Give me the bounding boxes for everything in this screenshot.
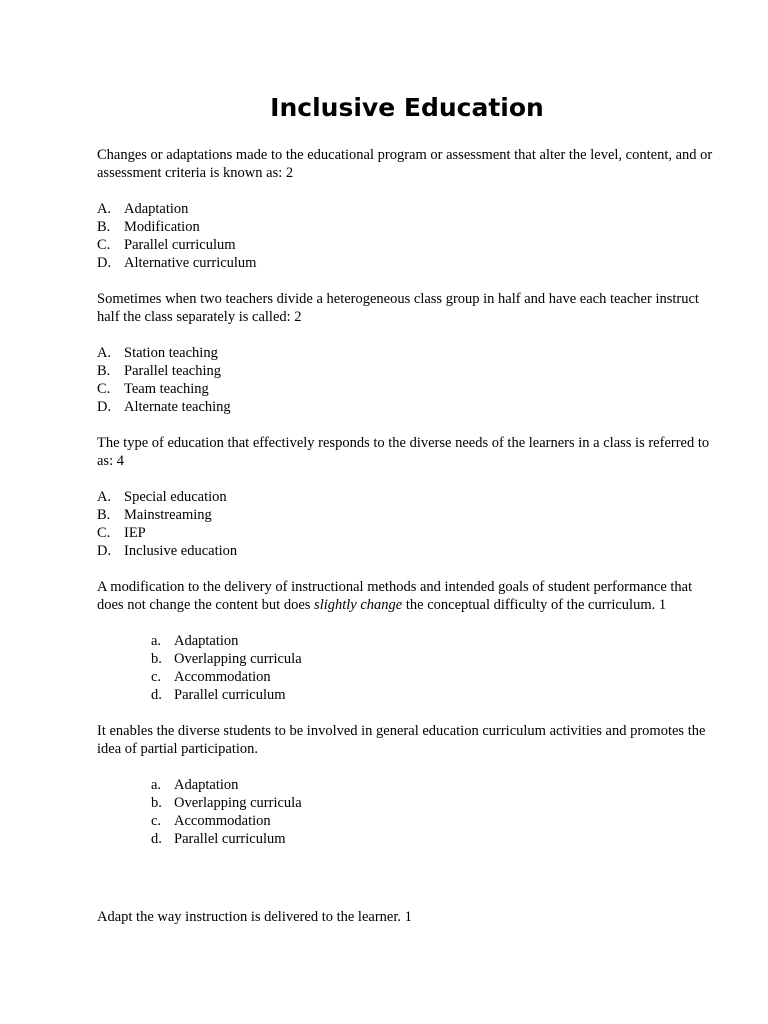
question-5-option-a — [151, 776, 717, 794]
option-label: Team teaching — [124, 381, 209, 397]
question-4-emphasis: slightly change — [314, 597, 403, 613]
question-3-option-d — [97, 542, 717, 560]
question-3-option-a — [97, 488, 717, 506]
option-marker: C. — [97, 237, 111, 253]
question-5-option-d — [151, 830, 717, 848]
option-marker: a. — [151, 777, 162, 793]
question-4-text-start: A modification to the delivery of instructional methods and intended goals of student performance that does not change the content but does — [97, 579, 693, 613]
question-1-option-a — [97, 200, 717, 218]
option-marker: b. — [151, 795, 162, 811]
option-label: Inclusive education — [124, 543, 238, 559]
option-label: Accommodation — [174, 669, 271, 685]
question-2-option-b — [97, 362, 717, 380]
option-label: Alternative curriculum — [124, 255, 257, 271]
question-1-text: Changes or adaptations made to the educational program or assessment that alter the level, content, and or assessment criteria is known as: 2 — [97, 147, 713, 181]
option-label: Adaptation — [174, 777, 239, 793]
question-2-option-c — [97, 380, 717, 398]
option-marker: d. — [151, 831, 162, 847]
option-label: Station teaching — [124, 345, 218, 361]
blank-space — [97, 866, 717, 908]
option-label: Overlapping curricula — [174, 651, 302, 667]
question-4-option-b — [151, 650, 717, 668]
option-marker: c. — [151, 813, 162, 829]
option-label: IEP — [124, 525, 146, 541]
option-marker: D. — [97, 399, 112, 415]
option-marker: A. — [97, 345, 112, 361]
question-5-option-c — [151, 812, 717, 830]
question-4-option-c — [151, 668, 717, 686]
option-marker: D. — [97, 543, 112, 559]
option-label: Accommodation — [174, 813, 271, 829]
question-5-options — [97, 776, 717, 848]
question-3-options — [97, 488, 717, 560]
option-label: Adaptation — [124, 201, 189, 217]
question-1-option-c — [97, 236, 717, 254]
question-4-option-a — [151, 632, 717, 650]
option-label: Modification — [124, 219, 200, 235]
question-3-option-c — [97, 524, 717, 542]
option-marker: a. — [151, 633, 162, 649]
option-marker: d. — [151, 687, 162, 703]
option-label: Special education — [124, 489, 227, 505]
option-label: Mainstreaming — [124, 507, 212, 523]
question-3-text: The type of education that effectively responds to the diverse needs of the learners in a class is referred to as: 4 — [97, 435, 710, 469]
question-1-option-b — [97, 218, 717, 236]
option-marker: B. — [97, 363, 111, 379]
option-marker: b. — [151, 651, 162, 667]
option-marker: C. — [97, 381, 111, 397]
option-marker: c. — [151, 669, 162, 685]
option-marker: C. — [97, 525, 111, 541]
question-3-option-b — [97, 506, 717, 524]
option-marker: D. — [97, 255, 112, 271]
question-4-option-d — [151, 686, 717, 704]
question-5-text: It enables the diverse students to be involved in general education curriculum activities and promotes the idea of partial participation. — [97, 723, 706, 757]
option-label: Parallel teaching — [124, 363, 222, 379]
question-5-option-b — [151, 794, 717, 812]
question-2-text: Sometimes when two teachers divide a heterogeneous class group in half and have each teacher instruct half the class separately is called: 2 — [97, 291, 699, 325]
option-marker: A. — [97, 201, 112, 217]
question-4-options — [97, 632, 717, 704]
option-label: Parallel curriculum — [174, 831, 286, 847]
question-2-option-a — [97, 344, 717, 362]
option-marker: B. — [97, 507, 111, 523]
option-label: Parallel curriculum — [124, 237, 236, 253]
option-marker: A. — [97, 489, 112, 505]
option-label: Alternate teaching — [124, 399, 231, 415]
question-1-option-d — [97, 254, 717, 272]
document-page — [97, 90, 717, 944]
question-6-text: Adapt the way instruction is delivered to the learner. 1 — [97, 909, 412, 925]
question-4-text-end: the conceptual difficulty of the curriculum. 1 — [402, 597, 667, 613]
question-2-options — [97, 344, 717, 416]
question-2-option-d — [97, 398, 717, 416]
option-label: Overlapping curricula — [174, 795, 302, 811]
option-label: Parallel curriculum — [174, 687, 286, 703]
option-marker: B. — [97, 219, 111, 235]
document-title: Inclusive Education — [270, 93, 544, 122]
option-label: Adaptation — [174, 633, 239, 649]
question-4-text — [97, 578, 717, 614]
question-1-options — [97, 200, 717, 272]
